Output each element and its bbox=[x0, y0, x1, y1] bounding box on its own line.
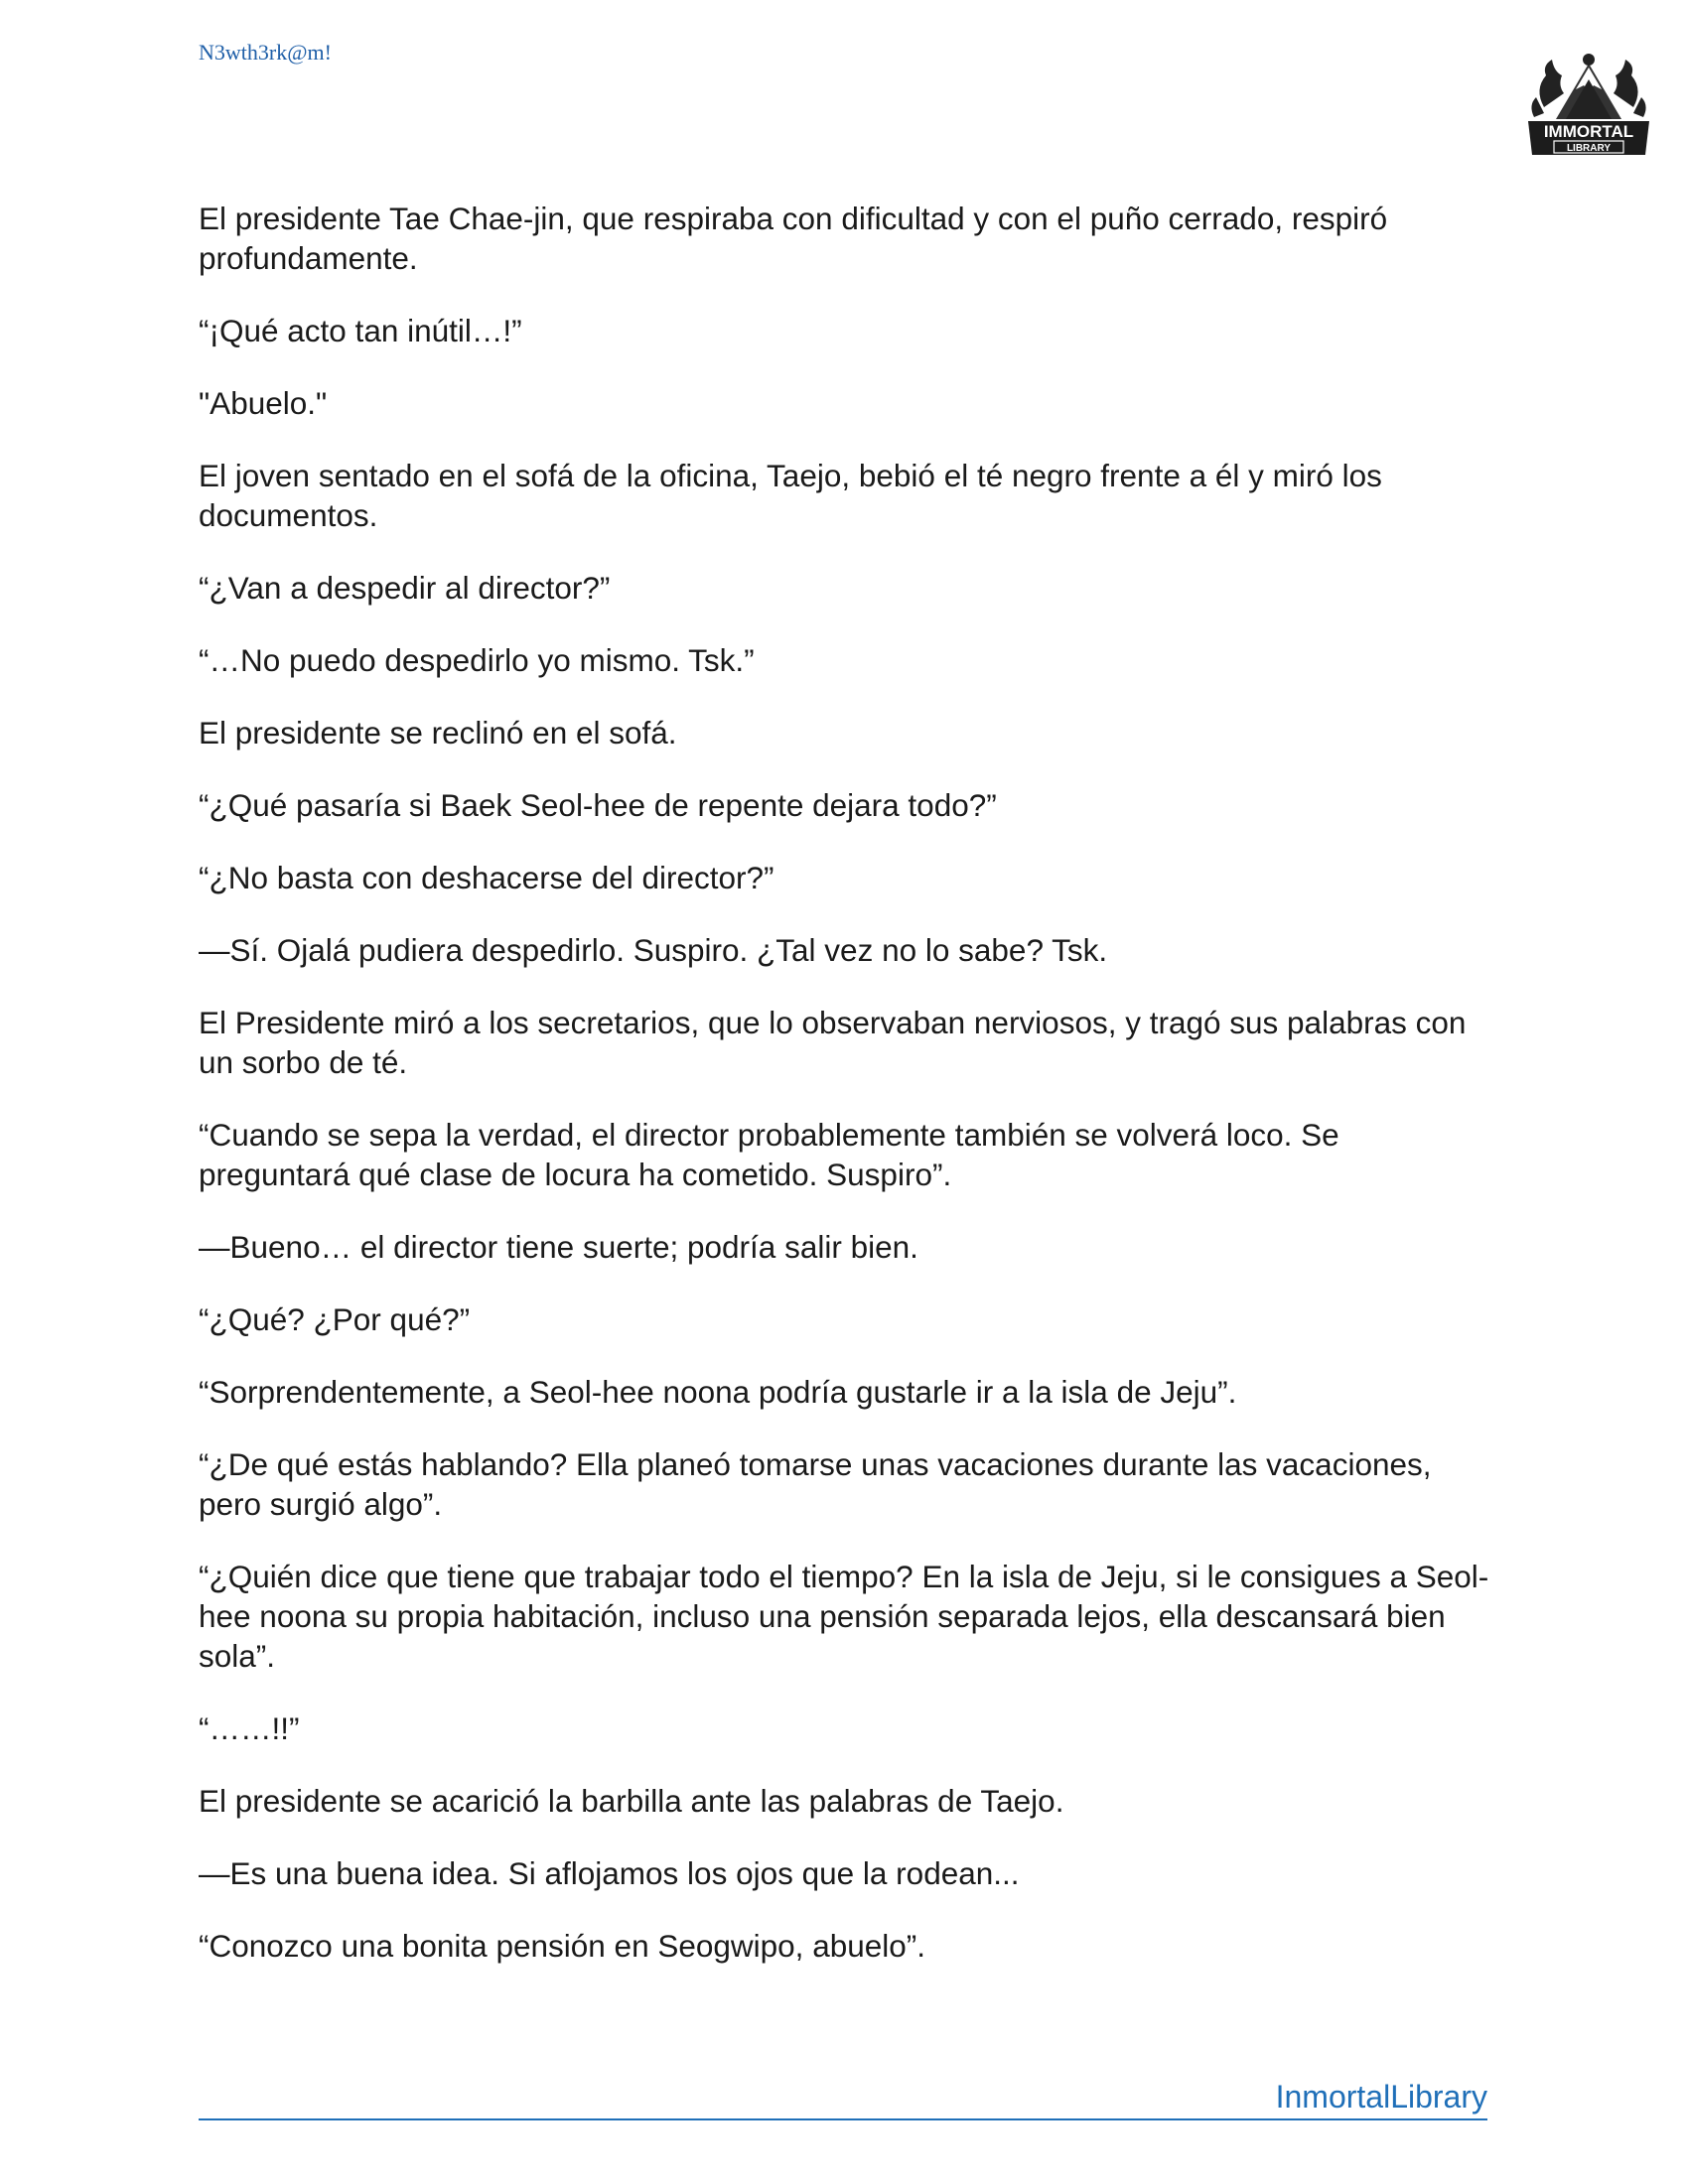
paragraph: “…No puedo despedirlo yo mismo. Tsk.” bbox=[199, 642, 755, 678]
paragraph: El presidente Tae Chae-jin, que respiraba con dificultad y con el puño cerrado, respiró profundamente. bbox=[199, 201, 1388, 276]
paragraph: “¿Qué pasaría si Baek Seol-hee de repente dejara todo?” bbox=[199, 787, 997, 823]
immortal-library-logo-icon bbox=[1514, 30, 1663, 179]
paragraph: “¿Quién dice que tiene que trabajar todo el tiempo? En la isla de Jeju, si le consigues a Seol-hee noona su propia habitación, incluso una pensión separada lejos, ella descansará bien sola”. bbox=[199, 1559, 1489, 1674]
paragraph: “¡Qué acto tan inútil…!” bbox=[199, 313, 522, 348]
paragraph: “¿De qué estás hablando? Ella planeó tomarse unas vacaciones durante las vacaciones, pero surgió algo”. bbox=[199, 1446, 1432, 1522]
paragraph: —Bueno… el director tiene suerte; podría salir bien. bbox=[199, 1229, 918, 1265]
footer-link[interactable]: InmortalLibrary bbox=[199, 2075, 1487, 2120]
logo-line2: LIBRARY bbox=[1566, 143, 1612, 154]
paragraph: “Conozco una bonita pensión en Seogwipo, abuelo”. bbox=[199, 1928, 926, 1964]
paragraph: —Sí. Ojalá pudiera despedirlo. Suspiro. ¿Tal vez no lo sabe? Tsk. bbox=[199, 932, 1108, 968]
paragraph: El presidente se acarició la barbilla ante las palabras de Taejo. bbox=[199, 1783, 1064, 1819]
paragraph: El presidente se reclinó en el sofá. bbox=[199, 715, 677, 751]
paragraph: El joven sentado en el sofá de la oficina, Taejo, bebió el té negro frente a él y miró los documentos. bbox=[199, 458, 1382, 533]
watermark-text: N3wth3rk@m! bbox=[199, 40, 332, 65]
paragraph: “¿Qué? ¿Por qué?” bbox=[199, 1301, 471, 1337]
paragraph: “¿No basta con deshacerse del director?” bbox=[199, 860, 774, 895]
paragraph: "Abuelo." bbox=[199, 385, 328, 421]
document-body bbox=[199, 199, 1489, 1998]
paragraph: “¿Van a despedir al director?” bbox=[199, 570, 611, 606]
paragraph: —Es una buena idea. Si aflojamos los ojos que la rodean... bbox=[199, 1855, 1020, 1891]
paragraph: “Cuando se sepa la verdad, el director probablemente también se volverá loco. Se preguntará qué clase de locura ha cometido. Suspiro”. bbox=[199, 1117, 1339, 1192]
paragraph: “Sorprendentemente, a Seol-hee noona podría gustarle ir a la isla de Jeju”. bbox=[199, 1374, 1237, 1410]
paragraph: “……!!” bbox=[199, 1710, 300, 1746]
paragraph: El Presidente miró a los secretarios, que lo observaban nerviosos, y tragó sus palabras con un sorbo de té. bbox=[199, 1005, 1467, 1080]
logo-line1: IMMORTAL bbox=[1543, 122, 1634, 141]
